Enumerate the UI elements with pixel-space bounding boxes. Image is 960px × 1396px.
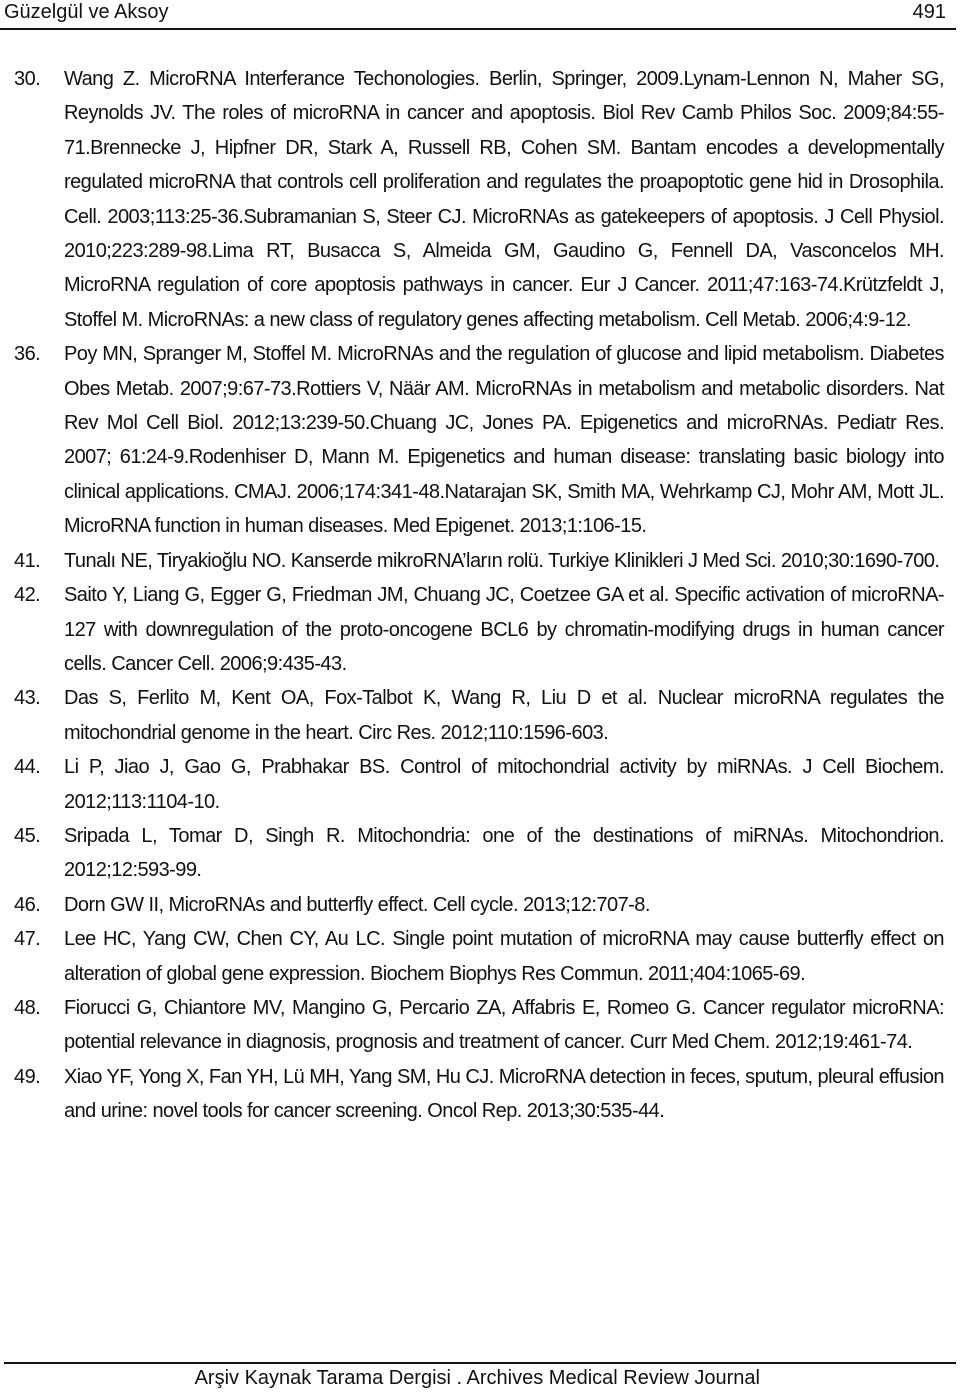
reference-text: Wang Z. MicroRNA Interferance Techonologies. Berlin, Springer, 2009.Lynam-Lennon N, Maher SG, Reynolds JV. The roles of microRNA in cancer and apoptosis. Biol Rev Camb Philos Soc. 2009;84:55-71.Brennecke J, Hipfner DR, Stark A, Russell RB, Cohen SM. Bantam encodes a developmentally regulated microRNA that controls cell proliferation and regulates the proapoptotic gene hid in Drosophila. Cell. 2003;113:25-36.Subramanian S, Steer CJ. MicroRNAs as gatekeepers of apoptosis. J Cell Physiol. 2010;223:289-98.Lima RT, Busacca S, Almeida GM, Gaudino G, Fennell DA, Vasconcelos MH. MicroRNA regulation of core apoptosis pathways in cancer. Eur J Cancer. 2011;47:163-74.Krützfeldt J, Stoffel M. MicroRNAs: a new class of regulatory genes affecting metabolism. Cell Metab. 2006;4:9-12.: [64, 68, 944, 331]
reference-text: Tunalı NE, Tiryakioğlu NO. Kanserde mikroRNA’ların rolü. Turkiye Klinikleri J Med Sci. 2010;30:1690-700.: [64, 549, 940, 572]
reference-item: [14, 578, 944, 681]
reference-text: Poy MN, Spranger M, Stoffel M. MicroRNAs and the regulation of glucose and lipid metabolism. Diabetes Obes Metab. 2007;9:67-73.Rottiers V, Näär AM. MicroRNAs in metabolism and metabolic disorders. Nat Rev Mol Cell Biol. 2012;13:239-50.Chuang JC, Jones PA. Epigenetics and microRNAs. Pediatr Res. 2007; 61:24-9.Rodenhiser D, Mann M. Epigenetics and human disease: translating basic biology into clinical applications. CMAJ. 2006;174:341-48.Natarajan SK, Smith MA, Wehrkamp CJ, Mohr AM, Mott JL. MicroRNA function in human diseases. Med Epigenet. 2013;1:106-15.: [64, 343, 944, 538]
reference-list: [14, 62, 944, 1129]
header-authors: Güzelgül ve Aksoy: [4, 1, 169, 23]
reference-text: Xiao YF, Yong X, Fan YH, Lü MH, Yang SM, Hu CJ. MicroRNA detection in feces, sputum, pleural effusion and urine: novel tools for cancer screening. Oncol Rep. 2013;30:535-44.: [64, 1065, 944, 1123]
reference-item: [14, 888, 944, 922]
reference-number: 49.: [14, 1065, 41, 1088]
reference-number: 41.: [14, 549, 41, 572]
reference-item: [14, 337, 944, 543]
reference-number: 47.: [14, 928, 41, 951]
reference-text: Sripada L, Tomar D, Singh R. Mitochondria: one of the destinations of miRNAs. Mitochondrion. 2012;12:593-99.: [64, 824, 944, 882]
reference-item: [14, 681, 944, 750]
reference-item: [14, 62, 944, 337]
page-number: 491: [912, 1, 946, 23]
reference-item: [14, 750, 944, 819]
footer-rule: [4, 1362, 956, 1364]
journal-name: Arşiv Kaynak Tarama Dergisi . Archives Medical Review Journal: [194, 1367, 760, 1389]
reference-number: 30.: [14, 68, 41, 90]
reference-item: [14, 544, 944, 578]
reference-text: Das S, Ferlito M, Kent OA, Fox-Talbot K, Wang R, Liu D et al. Nuclear microRNA regulates the mitochondrial genome in the heart. Circ Res. 2012;110:1596-603.: [64, 687, 944, 744]
reference-text: Lee HC, Yang CW, Chen CY, Au LC. Single point mutation of microRNA may cause butterfly effect on alteration of global gene expression. Biochem Biophys Res Commun. 2011;404:1065-69.: [64, 928, 944, 985]
reference-item: [14, 1060, 944, 1129]
reference-number: 43.: [14, 687, 41, 710]
reference-number: 48.: [14, 996, 41, 1019]
reference-text: Dorn GW II, MicroRNAs and butterfly effect. Cell cycle. 2013;12:707-8.: [64, 893, 650, 916]
reference-number: 36.: [14, 343, 41, 366]
reference-item: [14, 819, 944, 888]
reference-text: Li P, Jiao J, Gao G, Prabhakar BS. Control of mitochondrial activity by miRNAs. J Cell Biochem. 2012;113:1104-10.: [64, 756, 944, 813]
running-header: [0, 0, 960, 30]
reference-number: 42.: [14, 584, 41, 607]
reference-number: 44.: [14, 756, 41, 779]
reference-item: [14, 922, 944, 991]
reference-number: 45.: [14, 824, 41, 847]
reference-item: [14, 991, 944, 1060]
reference-number: 46.: [14, 893, 41, 916]
header-rule: [0, 28, 956, 30]
reference-text: Fiorucci G, Chiantore MV, Mangino G, Percario ZA, Affabris E, Romeo G. Cancer regulator microRNA: potential relevance in diagnosis, prognosis and treatment of cancer. Curr Med Chem. 2012;19:461-74.: [64, 996, 944, 1054]
reference-text: Saito Y, Liang G, Egger G, Friedman JM, Chuang JC, Coetzee GA et al. Specific activation of microRNA-127 with downregulation of the proto-oncogene BCL6 by chromatin-modifying drugs in human cancer cells. Cancer Cell. 2006;9:435-43.: [64, 584, 944, 675]
running-footer: [0, 1362, 960, 1396]
